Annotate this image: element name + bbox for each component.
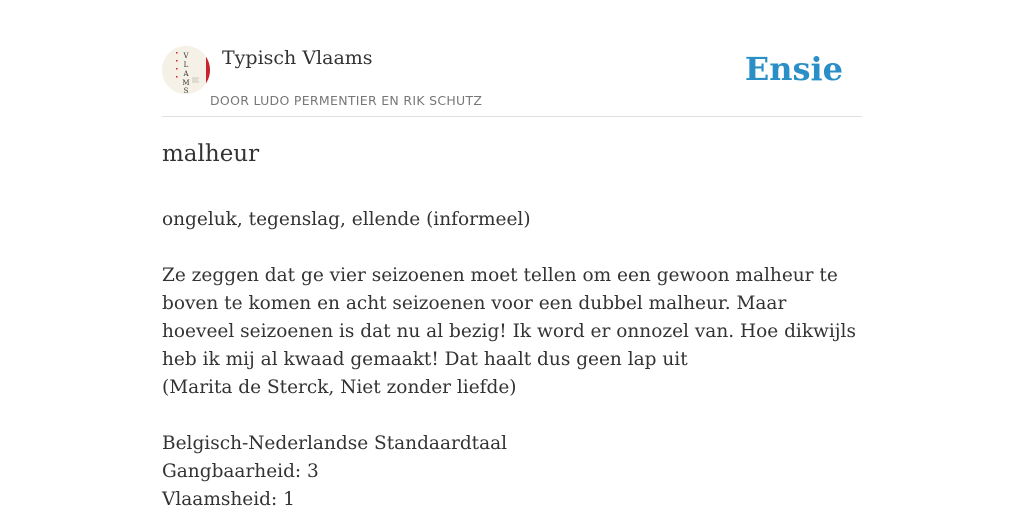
svg-text:L: L: [183, 61, 189, 69]
ensie-brand-link[interactable]: Ensie: [744, 50, 843, 88]
book-byline: DOOR LUDO PERMENTIER EN RIK SCHUTZ: [210, 93, 483, 108]
svg-text:V: V: [183, 52, 189, 60]
page-header: [162, 46, 862, 117]
svg-text:A: A: [183, 70, 189, 78]
entry-language-variety: Belgisch-Nederlandse Standaardtaal: [162, 433, 508, 454]
svg-text:M: M: [182, 79, 190, 87]
entry-content: [162, 138, 862, 512]
svg-text:S: S: [183, 87, 189, 94]
entry-example-quote: Ze zeggen dat ge vier seizoenen moet tellen om een gewoon malheur te boven te komen en acht seizoenen voor een dubbel malheur. Maar hoeveel seizoenen is dat nu al bezig! Ik word er onnozel van. Hoe dikwijls heb ik mij al kwaad gemaakt! Dat haalt dus geen lap uit: [162, 265, 856, 370]
entry-example-block: [162, 262, 862, 402]
vlaams-book-cover-logo-icon[interactable]: [162, 46, 210, 94]
entry-definition: ongeluk, tegenslag, ellende (informeel): [162, 209, 531, 230]
entry-example-source: (Marita de Sterck, Niet zonder liefde): [162, 377, 517, 398]
entry-term: malheur: [162, 141, 260, 167]
book-title[interactable]: Typisch Vlaams: [222, 47, 373, 69]
entry-vlaamsheid: Vlaamsheid: 1: [162, 489, 295, 510]
entry-gangbaarheid: Gangbaarheid: 3: [162, 461, 319, 482]
entry-meta: [162, 430, 862, 512]
